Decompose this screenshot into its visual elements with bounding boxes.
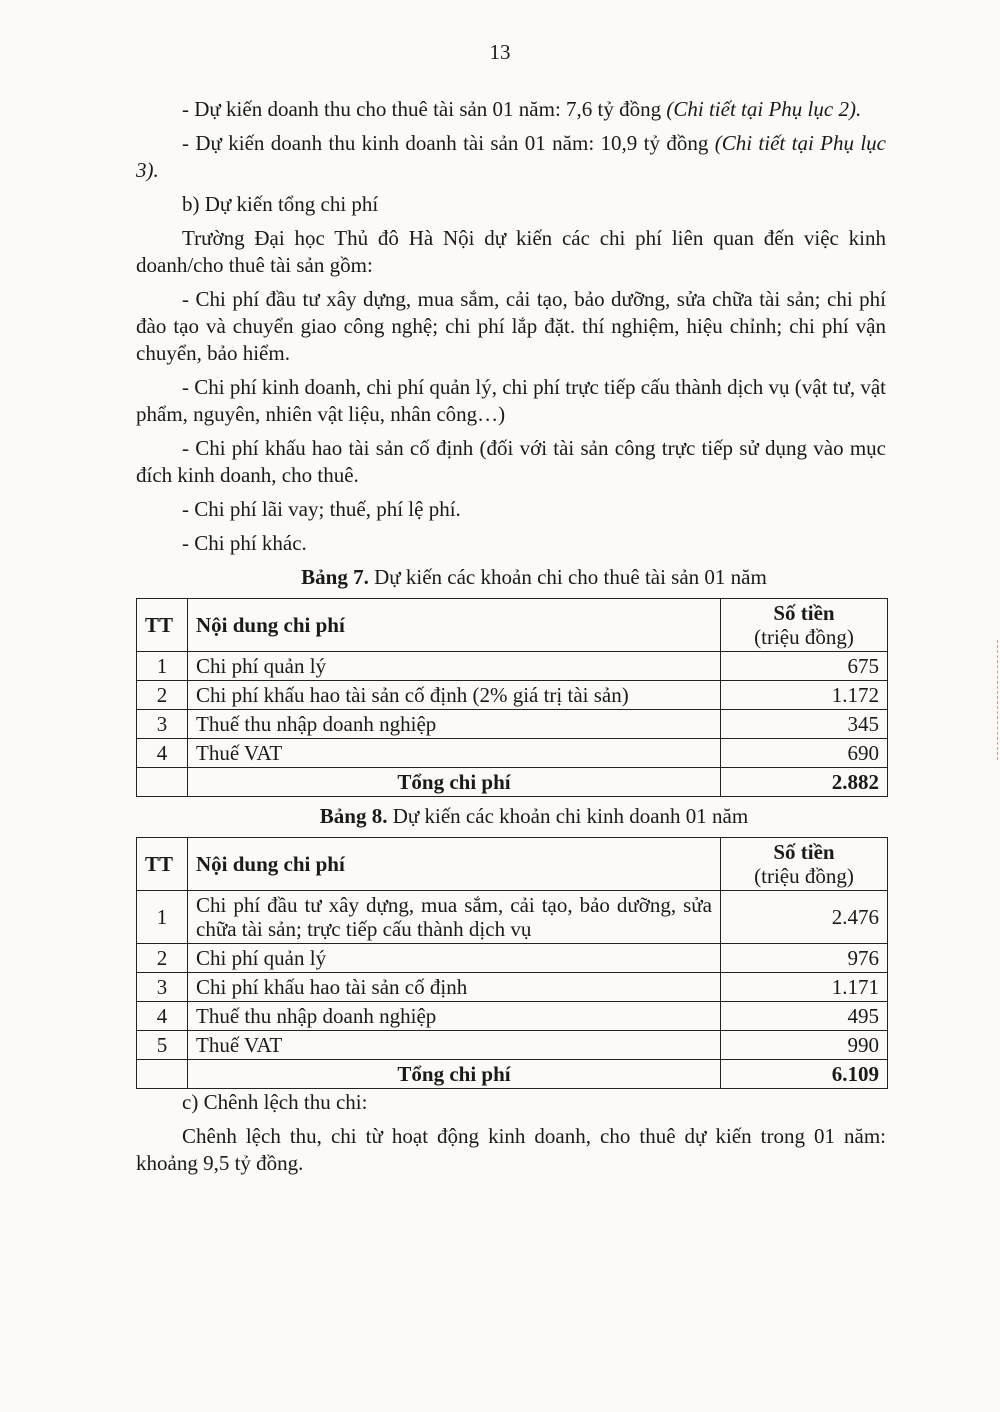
appendix-reference: (Chi tiết tại Phụ lục 2). — [666, 97, 862, 121]
table7-header-row — [137, 599, 888, 652]
table-row — [137, 1002, 888, 1031]
row-amount: 976 — [721, 944, 888, 973]
row-content: Chi phí khấu hao tài sản cố định — [188, 973, 721, 1002]
table-row — [137, 739, 888, 768]
table7 — [136, 598, 888, 797]
row-amount: 345 — [721, 710, 888, 739]
row-amount: 990 — [721, 1031, 888, 1060]
amount-unit: (triệu đồng) — [754, 625, 854, 649]
paragraph-balance: Chênh lệch thu, chi từ hoạt động kinh doanh, cho thuê dự kiến trong 01 năm: khoảng 9,5 tỷ đồng. — [136, 1124, 886, 1175]
table8-caption — [136, 803, 886, 830]
row-content: Thuế thu nhập doanh nghiệp — [188, 1002, 721, 1031]
paragraph-cost-investment: - Chi phí đầu tư xây dựng, mua sắm, cải tạo, bảo dưỡng, sửa chữa tài sản; chi phí đào tạo và chuyển giao công nghệ; chi phí lắp đặt. thí nghiệm, hiệu chỉnh; chi phí vận chuyển, bảo hiểm. — [136, 287, 886, 365]
row-number: 2 — [137, 681, 188, 710]
row-number: 2 — [137, 944, 188, 973]
paragraph-text: - Dự kiến doanh thu cho thuê tài sản 01 năm: 7,6 tỷ đồng — [182, 97, 667, 121]
table-row — [137, 973, 888, 1002]
paragraph-cost-depreciation: - Chi phí khấu hao tài sản cố định (đối với tài sản công trực tiếp sử dụng vào mục đích kinh doanh, cho thuê. — [136, 436, 886, 487]
row-content: Thuế VAT — [188, 739, 721, 768]
amount-unit: (triệu đồng) — [754, 864, 854, 888]
paragraph-revenue-rental — [136, 96, 886, 123]
paragraph-cost-interest: - Chi phí lãi vay; thuế, phí lệ phí. — [182, 497, 461, 521]
table-row — [137, 710, 888, 739]
table8-caption-text: Dự kiến các khoản chi kinh doanh 01 năm — [387, 804, 749, 828]
table8-header-tt: TT — [137, 838, 188, 891]
row-amount: 495 — [721, 1002, 888, 1031]
table8-header-amount — [721, 838, 888, 891]
paragraph-cost-other: - Chi phí khác. — [182, 531, 307, 555]
table7-caption-text: Dự kiến các khoản chi cho thuê tài sản 01 năm — [368, 565, 767, 589]
row-content: Thuế VAT — [188, 1031, 721, 1060]
total-label: Tổng chi phí — [188, 1060, 721, 1089]
table8-header-content: Nội dung chi phí — [188, 838, 721, 891]
document-body — [136, 96, 886, 1184]
table-row — [137, 891, 888, 944]
scan-edge-mark — [993, 640, 998, 760]
row-number: 5 — [137, 1031, 188, 1060]
appendix-reference: (Chi tiết tại Phụ lục 3). — [136, 131, 886, 182]
table8-total-row — [137, 1060, 888, 1089]
row-number: 1 — [137, 891, 188, 944]
row-content: Thuế thu nhập doanh nghiệp — [188, 710, 721, 739]
page-number: 13 — [489, 40, 511, 64]
row-number: 3 — [137, 710, 188, 739]
paragraph-revenue-business — [136, 130, 886, 184]
paragraph-cost-business: - Chi phí kinh doanh, chi phí quản lý, chi phí trực tiếp cấu thành dịch vụ (vật tư, vật phẩm, nguyên, nhiên vật liệu, nhân công…) — [136, 375, 886, 426]
amount-label: Số tiền — [773, 840, 835, 864]
table8 — [136, 837, 888, 1089]
paragraph-intro-costs: Trường Đại học Thủ đô Hà Nội dự kiến các chi phí liên quan đến việc kinh doanh/cho thuê tài sản gồm: — [136, 226, 886, 277]
row-content: Chi phí quản lý — [188, 944, 721, 973]
row-amount: 2.476 — [721, 891, 888, 944]
row-number: 1 — [137, 652, 188, 681]
section-heading-b: b) Dự kiến tổng chi phí — [182, 192, 379, 216]
table7-header-tt: TT — [137, 599, 188, 652]
row-amount: 1.171 — [721, 973, 888, 1002]
total-label: Tổng chi phí — [188, 768, 721, 797]
table8-header-row — [137, 838, 888, 891]
row-content: Chi phí quản lý — [188, 652, 721, 681]
row-amount: 690 — [721, 739, 888, 768]
row-number: 4 — [137, 739, 188, 768]
table8-caption-label: Bảng 8. — [319, 804, 388, 828]
total-empty-cell — [137, 768, 188, 797]
row-amount: 1.172 — [721, 681, 888, 710]
total-empty-cell — [137, 1060, 188, 1089]
table7-header-amount — [721, 599, 888, 652]
table7-caption-label: Bảng 7. — [301, 565, 369, 589]
table-row — [137, 652, 888, 681]
row-content: Chi phí đầu tư xây dựng, mua sắm, cải tạo, bảo dưỡng, sửa chữa tài sản; trực tiếp cấu thành dịch vụ — [188, 891, 721, 944]
row-content: Chi phí khấu hao tài sản cố định (2% giá trị tài sản) — [188, 681, 721, 710]
amount-label: Số tiền — [773, 601, 835, 625]
table-row — [137, 681, 888, 710]
total-amount: 6.109 — [721, 1060, 888, 1089]
table7-caption — [136, 564, 886, 591]
total-amount: 2.882 — [721, 768, 888, 797]
row-amount: 675 — [721, 652, 888, 681]
row-number: 4 — [137, 1002, 188, 1031]
table-row — [137, 1031, 888, 1060]
table7-total-row — [137, 768, 888, 797]
row-number: 3 — [137, 973, 188, 1002]
section-heading-c: c) Chênh lệch thu chi: — [182, 1090, 368, 1114]
paragraph-text: - Dự kiến doanh thu kinh doanh tài sản 01 năm: 10,9 tỷ đồng — [182, 131, 715, 155]
table-row — [137, 944, 888, 973]
table7-header-content: Nội dung chi phí — [188, 599, 721, 652]
